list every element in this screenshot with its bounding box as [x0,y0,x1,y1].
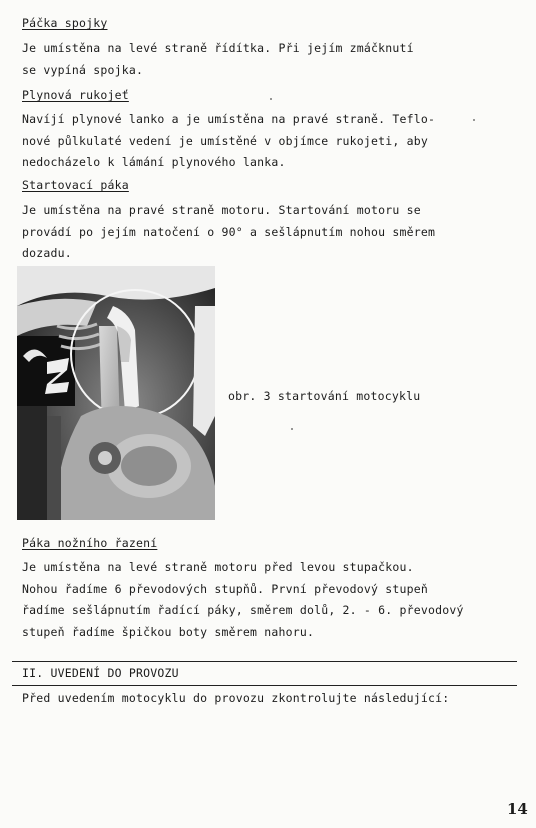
text-line: Je umístěna na pravé straně motoru. Startování motoru se [22,203,421,217]
section-heading-kickstart-lever: Startovací páka [22,178,129,192]
text-line: dozadu. [22,246,72,260]
section-heading-gear-lever: Páka nožního řazení [22,536,158,550]
text-line: provádí po jejím natočení o 90° a sešlápnutím nohou směrem [22,224,436,239]
text-line: Navíjí plynové lanko a je umístěna na pravé straně. Teflo- [22,112,436,126]
text-line: Je umístěna na levé straně řídítka. Při jejím zmáčknutí [22,41,414,55]
chapter-intro [22,688,449,710]
text-line: Je umístěna na levé straně motoru před levou stupačkou. [22,560,414,574]
divider-top [12,661,517,662]
section-text-gear-lever [22,557,464,643]
scan-speck [270,98,272,100]
section-heading-throttle-grip: Plynová rukojeť [22,88,129,102]
text-line: nedocházelo k lámání plynového lanka. [22,155,286,169]
section-text-kickstart-lever [22,200,435,265]
text-line: řadíme sešlápnutím řadící páky, směrem dolů, 2. - 6. převodový [22,603,464,617]
section-text-clutch-lever [22,38,414,81]
text-line: Před uvedením motocyklu do provozu zkontrolujte následující: [22,691,450,705]
page-number: 14 [507,800,528,818]
motorcycle-kickstart-photo [17,266,215,520]
scan-speck [473,119,475,121]
section-heading-clutch-lever: Páčka spojky [22,16,108,30]
text-line: stupeň řadíme špičkou boty směrem nahoru. [22,624,315,639]
divider-bottom [12,685,517,686]
text-line: nové půlkulaté vedení je umístěné v objímce rukojeti, aby [22,133,429,148]
text-line: se vypíná spojka. [22,62,144,77]
text-line: Nohou řadíme 6 převodových stupňů. První převodový stupeň [22,581,429,596]
scan-speck [291,428,293,430]
figure-caption: obr. 3 startování motocyklu [228,389,421,403]
section-text-throttle-grip [22,109,435,174]
chapter-title: II. UVEDENÍ DO PROVOZU [22,666,179,680]
